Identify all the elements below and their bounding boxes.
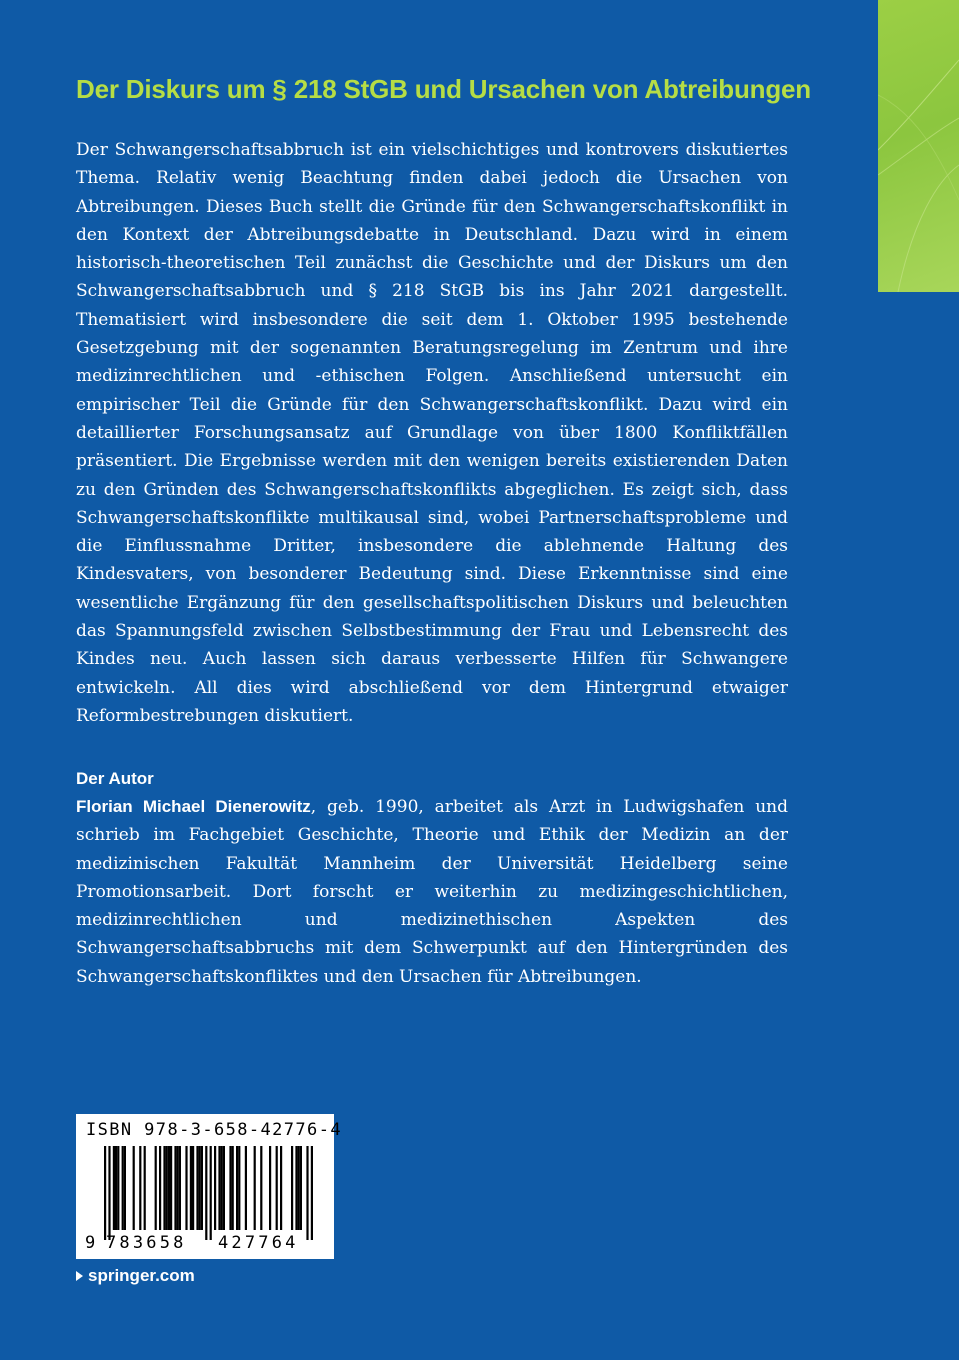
ean-left-digits: 783658 — [106, 1233, 187, 1253]
barcode-bar — [124, 1146, 126, 1230]
barcode-bar — [232, 1146, 234, 1230]
barcode-bar — [201, 1146, 203, 1230]
barcode-bar — [300, 1146, 302, 1230]
barcode-bar — [238, 1146, 240, 1230]
isbn-barcode — [76, 1114, 342, 1259]
barcode-bar — [190, 1146, 192, 1230]
book-title: Der Diskurs um § 218 StGB und Ursachen von Abtreibungen — [76, 74, 811, 104]
barcode-bar — [291, 1146, 293, 1230]
barcode-bar — [205, 1146, 207, 1240]
ean-first-digit: 9 — [85, 1233, 96, 1253]
barcode-bar — [229, 1146, 231, 1230]
author-bio-text: , geb. 1990, arbeitet als Arzt in Ludwigshafen und schrieb im Fachgebiet Geschichte, Theorie und Ethik der Medizin an der medizinischen Fakultät Mannheim der Universität Heidelberg seine Promotionsarbeit. Dort forscht er weiterhin zu medizingeschichtlichen, medizinrechtlichen und medizinethischen Aspekten des Schwangerschaftsabbruchs mit dem Schwerpunkt auf den Hintergründen des Schwangerschaftskonfliktes und den Ursachen für Abtreibungen. — [76, 797, 789, 987]
arrow-right-icon — [76, 1271, 83, 1281]
barcode-bar — [218, 1146, 220, 1230]
barcode-bar — [155, 1146, 157, 1230]
barcode-bar — [254, 1146, 256, 1230]
barcode-bar — [214, 1146, 216, 1230]
barcode-bar — [221, 1146, 223, 1230]
barcode-bar — [179, 1146, 181, 1230]
barcode-bar — [166, 1146, 168, 1230]
barcode-bar — [295, 1146, 297, 1230]
barcode-bar — [236, 1146, 238, 1230]
barcode-bar — [144, 1146, 146, 1230]
decorative-lines-graphic — [878, 0, 959, 292]
barcode-bar — [133, 1146, 135, 1230]
barcode-bar — [108, 1146, 110, 1240]
book-description: Der Schwangerschaftsabbruch ist ein vielschichtiges und kontrovers diskutiertes Thema. Relativ wenig Beachtung finden dabei jedoch die Ursachen von Abtreibungen. Dieses Buch stellt die Gründe für den Schwangerschaftskonflikt in den Kontext der Abtreibungsdebatte in Deutschland. Dazu wird in einem historisch-theoretischen Teil zunächst die Geschichte und der Diskurs um den Schwangerschaftsabbruch und § 218 StGB bis ins Jahr 2021 dargestellt. Thematisiert wird insbesondere die seit dem 1. Oktober 1995 bestehende Gesetzgebung mit der sogenannten Beratungsregelung im Zentrum und ihre medizinrechtlichen und -ethischen Folgen. Anschließend untersucht ein empirischer Teil die Gründe für den Schwangerschaftskonflikt. Dazu wird ein detaillierter Forschungsansatz auf Grundlage von über 1800 Konfliktfällen präsentiert. Die Ergebnisse werden mit den wenigen bereits existierenden Daten zu den Gründen des Schwangerschaftskonflikts abgeglichen. Es zeigt sich, dass Schwangerschaftskonflikte multikausal sind, wobei Partnerschaftsprobleme und die Einflussnahme Dritter, insbesondere die ablehnende Haltung des Kindesvaters, von besonderer Bedeutung sind. Diese Erkenntnisse sind eine wesentliche Ergänzung für den gesellschaftspolitischen Diskurs und beleuchten das Spannungsfeld zwischen Selbstbestimmung der Frau und Lebensrecht des Kindes neu. Auch lassen sich daraus verbesserte Hilfen für Schwangere entwickeln. All dies wird abschließend vor dem Hintergrund etwaiger Reformbestrebungen diskutiert. — [76, 140, 788, 726]
barcode-bar — [276, 1146, 278, 1230]
barcode-bar — [177, 1146, 179, 1230]
barcode-bar — [117, 1146, 119, 1230]
accent-strip — [878, 0, 959, 292]
author-bio — [76, 793, 788, 991]
barcode-bar — [122, 1146, 124, 1230]
barcode-bar — [196, 1146, 198, 1230]
barcode-bar — [115, 1146, 117, 1230]
barcode-bar — [269, 1146, 271, 1230]
barcode-bar — [260, 1146, 262, 1230]
barcode-bar — [245, 1146, 247, 1230]
isbn-label: ISBN 978-3-658-42776-4 — [86, 1120, 342, 1140]
barcode-bar — [104, 1146, 106, 1240]
barcode-bar — [306, 1146, 308, 1240]
barcode-bar — [210, 1146, 212, 1240]
publisher-link[interactable] — [76, 1265, 195, 1287]
publisher-url: springer.com — [88, 1266, 195, 1285]
barcode-bar — [185, 1146, 187, 1230]
barcode-bar — [311, 1146, 313, 1240]
barcode-bar — [280, 1146, 282, 1230]
barcode-bar — [192, 1146, 194, 1230]
barcode-bar — [163, 1146, 165, 1230]
barcode-bar — [170, 1146, 172, 1230]
author-heading: Der Autor — [76, 769, 154, 788]
barcode-bar — [139, 1146, 141, 1230]
barcode-bar — [113, 1146, 115, 1230]
barcode-bar — [298, 1146, 300, 1230]
barcode-bar — [223, 1146, 225, 1230]
barcode-bar — [168, 1146, 170, 1230]
ean-right-digits: 427764 — [218, 1233, 299, 1253]
barcode-bar — [199, 1146, 201, 1230]
barcode-bar — [159, 1146, 161, 1230]
author-name: Florian Michael Dienerowitz — [76, 797, 311, 816]
barcode-bar — [174, 1146, 176, 1230]
